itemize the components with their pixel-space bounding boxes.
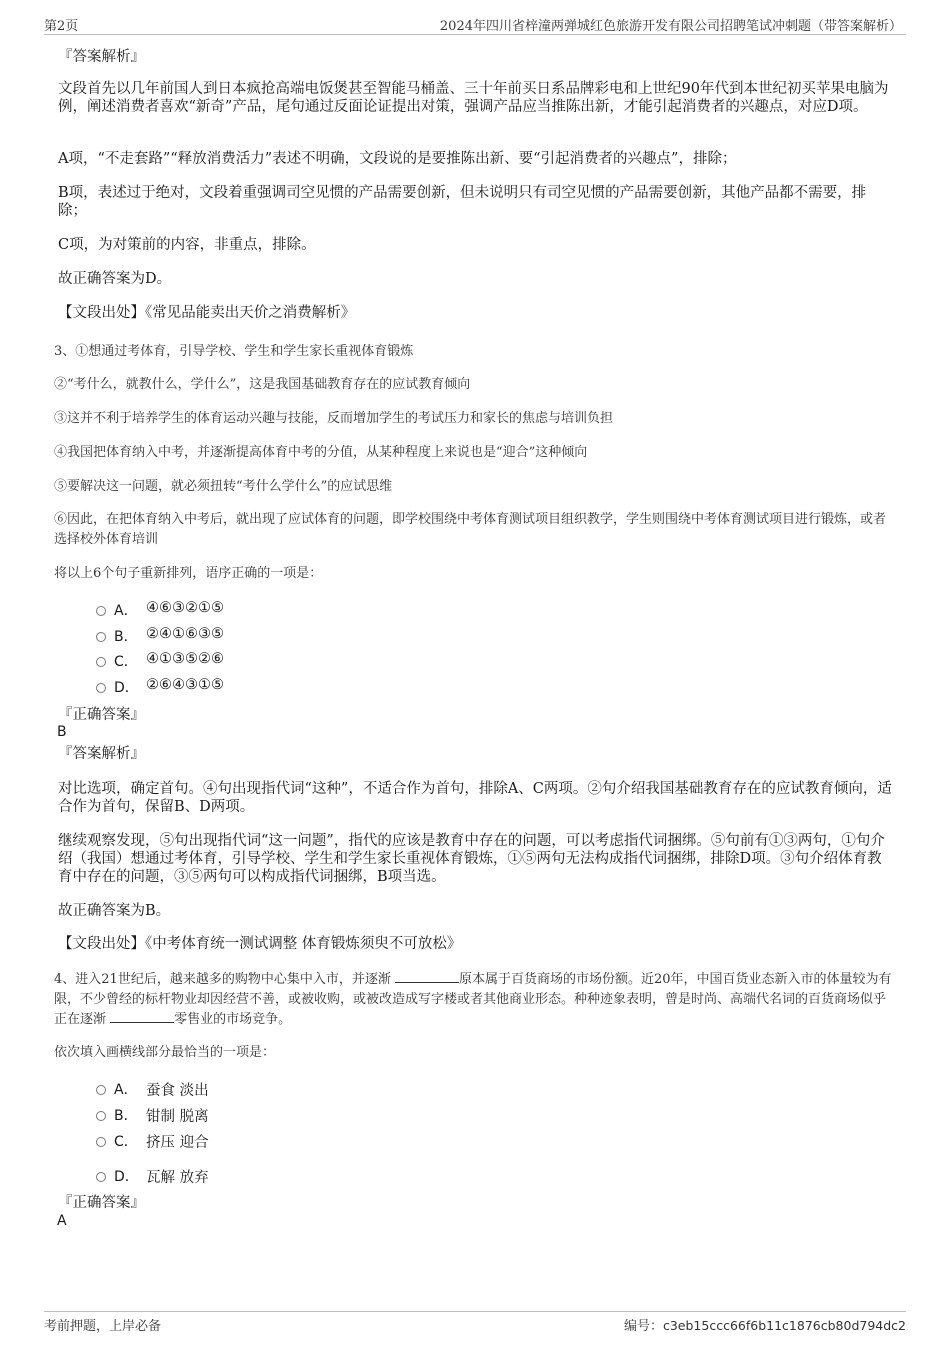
q3-sentence-3: ③这并不利于培养学生的体育运动兴趣与技能，反而增加学生的考试压力和家长的焦虑与培训负担 [54,411,614,426]
q3-source: 【文段出处】《中考体育统一测试调整 体育锻炼须臾不可放松》 [58,936,462,952]
q2-conclusion: 故正确答案为D。 [58,271,172,287]
q3-analysis-label: 『答案解析』 [58,746,145,762]
q3-sentence-5: ⑤要解决这一问题，就必须扭转“考什么学什么”的应试思维 [54,479,393,494]
q4-stem: 4、进入21世纪后，越来越多的购物中心集中入市，并逐渐 原本属于百货商场的市场份额。近20年，中国百货业态新入市的体量较为有限，不少曾经的标杆物业却因经营不善，或被收购，或被改造成写字楼或者其他商业形态。种种迹象表明，曾是时尚、高端代名词的百货商场似乎正在逐渐 零售业的市场竞争。 [54,972,892,1027]
q2-analysis-paragraph-3: B项，表述过于绝对，文段着重强调司空见惯的产品需要创新，但未说明只有司空见惯的产品需要创新，其他产品都不需要，排除； [58,185,867,219]
document-title: 2024年四川省梓潼两弹城红色旅游开发有限公司招聘笔试冲刺题（带答案解析） [439,19,902,34]
q3-conclusion: 故正确答案为B。 [58,903,171,919]
q3-sentence-1: 3、①想通过考体育，引导学校、学生和学生家长重视体育锻炼 [54,344,414,359]
q3-analysis-paragraph-1: 对比选项，确定首句。④句出现指代词“这种”，不适合作为首句，排除A、C两项。②句介绍我国基础教育存在的应试教育倾向，适合作为首句，保留B、D两项。 [58,781,892,815]
q4-answer: A [57,1213,67,1229]
q3-analysis-paragraph-2: 继续观察发现，⑤句出现指代词“这一问题”，指代的应该是教育中存在的问题，可以考虑指代词捆绑。⑤句前有①③两句，①句介绍（我国）想通过考体育，引导学校、学生和学生家长重视体育锻炼，①⑤两句无法构成指代词捆绑，排除D项。③句介绍体育教育中存在的问题，③⑤两句可以构成指代词捆绑，B项当选。 [58,833,885,885]
q3-answer-label: 『正确答案』 [58,707,145,723]
footer-slogan: 考前押题，上岸必备 [44,1319,162,1334]
radio-icon[interactable] [96,1085,106,1095]
page-footer [44,1311,906,1332]
page-number: 第2页 [44,19,79,34]
radio-icon[interactable] [96,683,106,693]
page-header [44,14,906,35]
fill-blank-2 [110,1010,174,1023]
q4-prompt: 依次填入画横线部分最恰当的一项是： [54,1045,276,1060]
q3-prompt: 将以上6个句子重新排列，语序正确的一项是： [54,566,323,581]
q3-sentence-2: ②“考什么，就教什么，学什么”，这是我国基础教育存在的应试教育倾向 [54,377,471,392]
radio-icon[interactable] [96,1172,106,1182]
q3-sentence-6: ⑥因此，在把体育纳入中考后，就出现了应试体育的问题，即学校围绕中考体育测试项目组织教学，学生则围绕中考体育测试项目进行锻炼，或者选择校外体育培训 [54,512,887,547]
radio-icon[interactable] [96,1137,106,1147]
radio-icon[interactable] [96,1111,106,1121]
radio-icon[interactable] [96,606,106,616]
serial-number: 编号：c3eb15ccc66f6b11c1876cb80d794dc2 [623,1318,906,1334]
q2-analysis-paragraph-4: C项，为对策前的内容，非重点，排除。 [58,237,316,253]
fill-blank-1 [395,970,459,983]
q3-answer: B [57,724,67,740]
radio-icon[interactable] [96,657,106,667]
q2-analysis-label: 『答案解析』 [58,49,145,65]
q2-analysis-paragraph-1: 文段首先以几年前国人到日本疯抢高端电饭煲甚至智能马桶盖、三十年前买日系品牌彩电和上世纪90年代到本世纪初买苹果电脑为例，阐述消费者喜欢“新奇”产品，尾句通过反面论证提出对策，强调产品应当推陈出新，才能引起消费者的兴趣点，对应D项。 [58,81,889,115]
q3-sentence-4: ④我国把体育纳入中考，并逐渐提高体育中考的分值，从某种程度上来说也是“迎合”这种倾向 [54,445,588,460]
q4-answer-label: 『正确答案』 [58,1195,145,1211]
q2-analysis-paragraph-2: A项，“不走套路”“释放消费活力”表述不明确，文段说的是要推陈出新、要“引起消费者的兴趣点”，排除； [58,151,737,167]
q2-source: 【文段出处】《常见品能卖出天价之消费解析》 [58,305,356,321]
radio-icon[interactable] [96,632,106,642]
